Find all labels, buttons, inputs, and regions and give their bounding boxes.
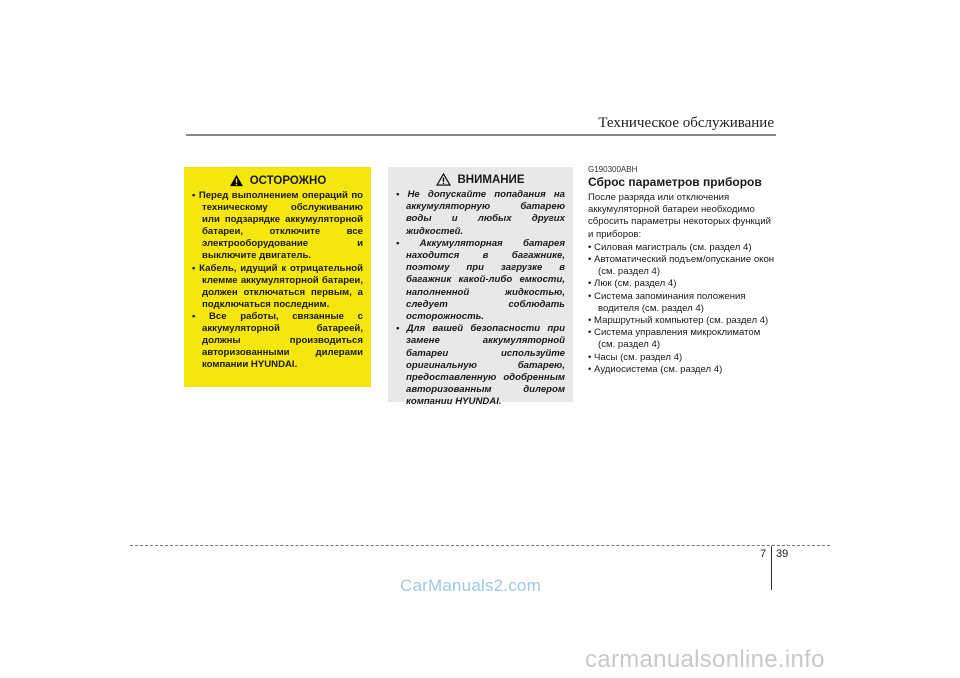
header-divider	[186, 134, 776, 136]
warning-list	[192, 190, 363, 371]
list-item: • Аудиосистема (см. раздел 4)	[588, 363, 723, 375]
chapter-number: 7	[760, 548, 767, 560]
warning-item: • Все работы, связанные с аккумуляторной батареей, должны производиться авторизованными дилерами компании HYUNDAI.	[192, 310, 363, 371]
list-item: • Маршрутный компьютер (см. раздел 4)	[588, 315, 769, 327]
caution-box	[388, 167, 573, 408]
caution-item: • Аккумуляторная батарея находится в багажнике, поэтому при загрузке в багажник какой-либо емкости, наполненной жидкостью, следует соблюдать осторожность.	[396, 237, 565, 323]
page-header-title: Техническое обслуживание	[598, 115, 774, 131]
footer-divider	[130, 545, 830, 546]
page-number: 39	[776, 548, 789, 560]
reset-list	[588, 242, 778, 376]
list-item: • Часы (см. раздел 4)	[588, 351, 683, 363]
warning-header	[192, 174, 363, 187]
section-intro: После разряда или отключения аккумуляторной батареи необходимо сбросить параметры некоторых функций и приборов:	[588, 192, 771, 240]
caution-header	[396, 173, 565, 186]
warning-item: • Перед выполнением операций по техническому обслуживанию или подзарядке аккумуляторной батареи, отключите все электрооборудование и выключите двигатель.	[192, 190, 363, 262]
reset-section	[588, 165, 778, 376]
watermark-carmanualsonline: carmanualsonline.info	[585, 646, 825, 673]
section-title: Сброс параметров приборов	[588, 175, 762, 189]
list-item: • Люк (см. раздел 4)	[588, 278, 677, 290]
caution-item: • Для вашей безопасности при замене аккумуляторной батареи используйте оригинальную батарею, предоставленную одобренным авторизованным дилером компании HYUNDAI.	[396, 323, 565, 408]
page-number-separator	[771, 546, 772, 590]
caution-triangle-icon	[436, 173, 451, 186]
section-code: G190300ABH	[588, 165, 638, 174]
caution-list	[396, 189, 565, 409]
warning-box	[184, 167, 371, 387]
watermark-carmanuals2: CarManuals2.com	[400, 576, 541, 595]
list-item: • Система управления микроклиматом (см. раздел 4)	[588, 327, 761, 351]
caution-item: • Не допускайте попадания на аккумуляторную батарею воды и любых других жидкостей.	[396, 189, 565, 237]
caution-title: ВНИМАНИЕ	[457, 173, 525, 186]
warning-triangle-icon	[229, 174, 244, 187]
warning-title: ОСТОРОЖНО	[249, 174, 327, 187]
warning-item: • Кабель, идущий к отрицательной клемме аккумуляторной батареи, должен отключаться первым, а подключаться последним.	[192, 262, 363, 310]
list-item: • Автоматический подъем/опускание окон (см. раздел 4)	[588, 254, 775, 278]
list-item: • Система запоминания положения водителя (см. раздел 4)	[588, 290, 746, 314]
list-item: • Силовая магистраль (см. раздел 4)	[588, 241, 752, 253]
